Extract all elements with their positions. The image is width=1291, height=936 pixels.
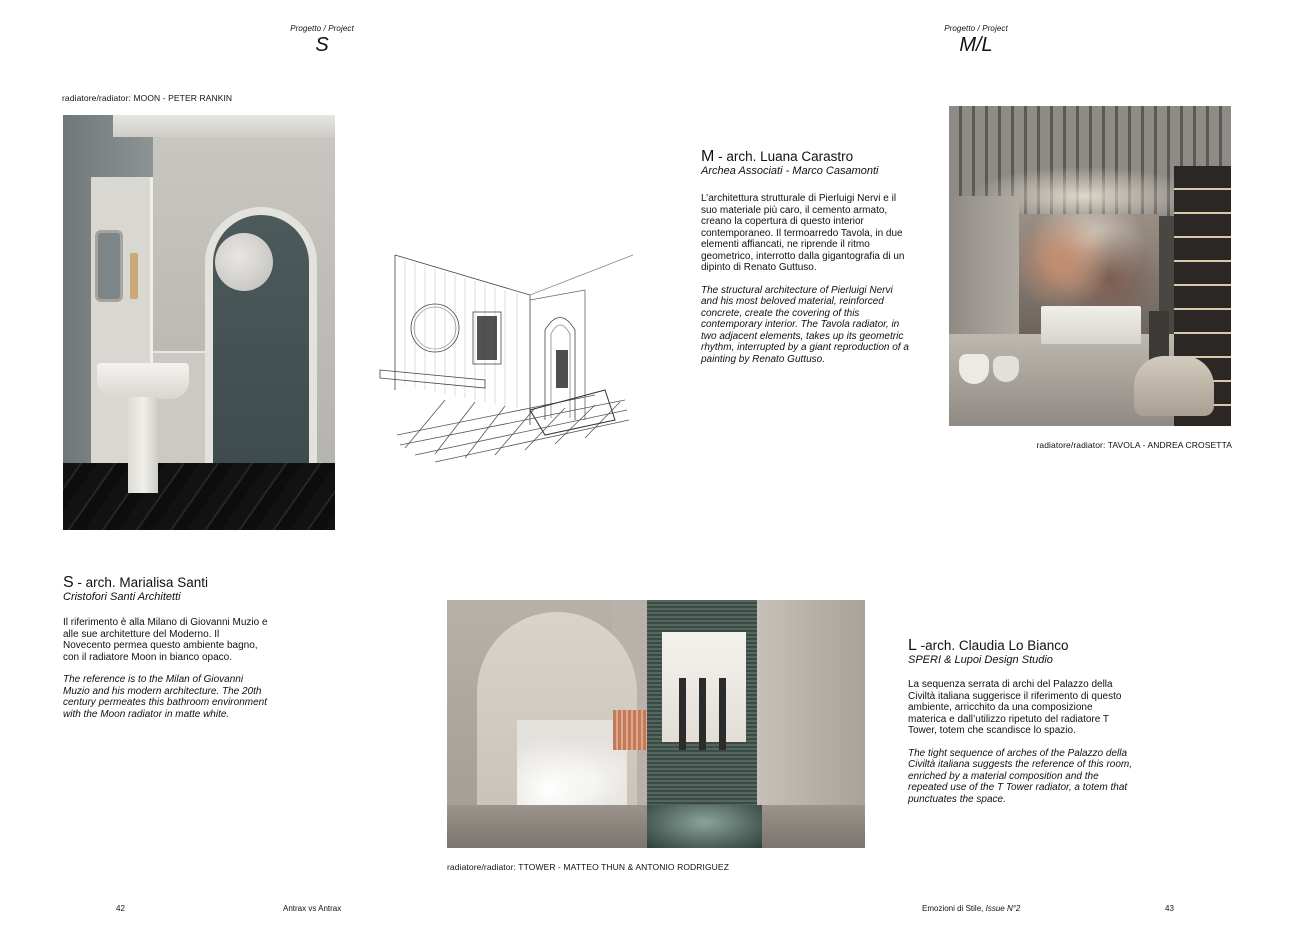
project-size-letter: M/L xyxy=(959,34,993,56)
project-s-heading xyxy=(63,575,268,591)
architect-name: - arch. Marialisa Santi xyxy=(73,575,208,590)
description-italian: L’architettura strutturale di Pierluigi Nervi e il suo materiale più caro, il cemento armato, creano la copertura di questo interior contemporaneo. Il termoarredo Tavola, in due elementi affiancati, ne riprende il ritmo geometrico, interrotto dalla gigantografia di un dipinto di Renato Guttuso. xyxy=(701,193,905,273)
footer-title-right xyxy=(922,904,1020,913)
photo-tavola-bathroom xyxy=(949,106,1231,426)
description-english: The reference is to the Milan of Giovanni Muzio and his modern architecture. The 20th century permeates this bathroom environment with the Moon radiator in matte white. xyxy=(63,674,267,720)
architect-name: - arch. Luana Carastro xyxy=(714,149,854,164)
caption-tavola: radiatore/radiator: TAVOLA - ANDREA CROSETTA xyxy=(1036,440,1232,450)
studio-name: SPERI & Lupoi Design Studio xyxy=(908,654,1053,666)
caption-ttower: radiatore/radiator: TTOWER - MATTEO THUN & ANTONIO RODRIGUEZ xyxy=(447,862,729,872)
project-m-heading xyxy=(701,149,911,165)
description-english: The tight sequence of arches of the Palazzo della Civiltà italiana suggests the reference of this room, enriched by a material composition and the repeated use of the T Tower radiator, a totem that punctuates the space. xyxy=(908,747,1132,805)
description-italian: Il riferimento è alla Milano di Giovanni Muzio e alle sue architetture del Moderno. Il Novecento permea questo ambiente bagno, con il radiatore Moon in bianco opaco. xyxy=(63,617,268,663)
header-left xyxy=(272,24,372,57)
page-number-left: 42 xyxy=(116,904,125,913)
ttower-radiator xyxy=(719,678,726,750)
project-l-heading xyxy=(908,638,1133,654)
photo-ttower-bathroom xyxy=(447,600,865,848)
description-english: The structural architecture of Pierluigi Nervi and his most beloved material, reinforced concrete, create the covering of this contemporary interior. The Tavola radiator, in two adjacent elements, takes up its geometric rhythm, interrupted by a giant reproduction of a painting by Renato Guttuso. xyxy=(701,284,909,365)
project-size-letter: S xyxy=(315,34,329,56)
project-label: Progetto / Project xyxy=(944,24,1008,33)
project-letter: L xyxy=(908,637,917,654)
ttower-radiator xyxy=(699,678,706,750)
issue-number: Issue N°2 xyxy=(985,904,1021,913)
footer-title-left: Antrax vs Antrax xyxy=(283,904,342,913)
caption-moon: radiatore/radiator: MOON - PETER RANKIN xyxy=(62,93,233,103)
photo-moon-bathroom xyxy=(63,115,335,530)
studio-name: Archea Associati - Marco Casamonti xyxy=(701,165,879,177)
ttower-radiator xyxy=(679,678,686,750)
studio-name: Cristofori Santi Architetti xyxy=(63,591,181,603)
header-right xyxy=(926,24,1026,57)
architect-name: -arch. Claudia Lo Bianco xyxy=(916,638,1069,653)
magazine-name: Emozioni di Stile, xyxy=(922,904,986,913)
sketch-drawing xyxy=(375,250,637,465)
project-m-block xyxy=(701,149,911,365)
description-italian: La sequenza serrata di archi del Palazzo della Civiltà italiana suggerisce il riferimento di questo ambiente, arricchito da una composizione materica e dall’utilizzo ripetuto del radiatore T Tower, totem che scandisce lo spazio. xyxy=(908,679,1122,736)
project-l-block xyxy=(908,638,1133,805)
project-s-block xyxy=(63,575,268,720)
project-letter: S xyxy=(63,574,74,591)
project-letter: M xyxy=(701,148,715,165)
page-number-right: 43 xyxy=(1165,904,1174,913)
moon-radiator xyxy=(215,233,273,291)
project-label: Progetto / Project xyxy=(290,24,354,33)
